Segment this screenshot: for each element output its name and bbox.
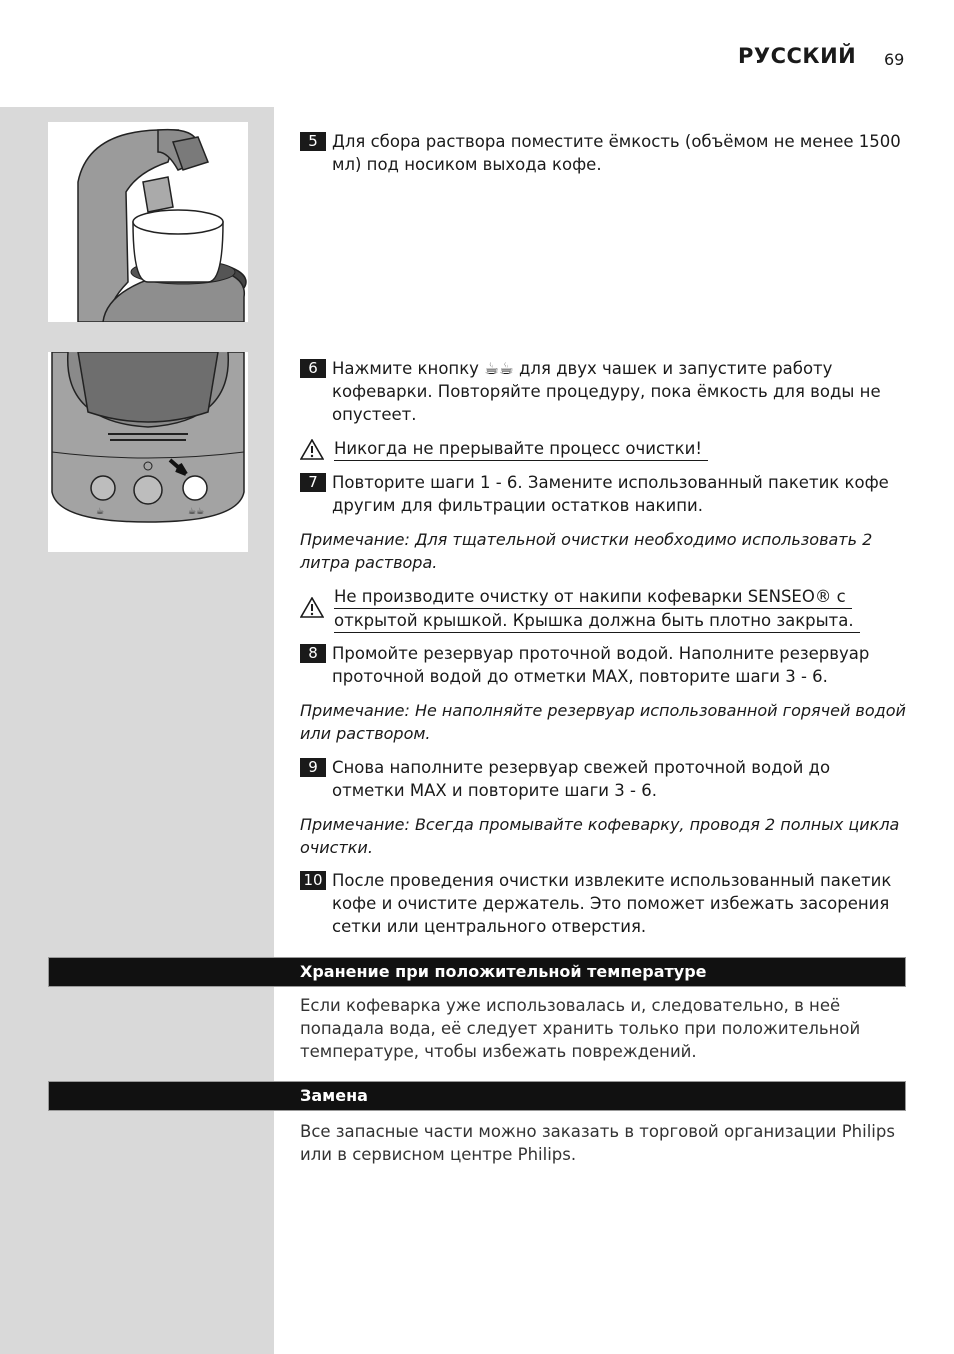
step-number: 10 bbox=[300, 871, 326, 890]
step-text: Нажмите кнопку ☕☕ для двух чашек и запустите работу кофеварки. Повторяйте процедуру, пока ёмкость для воды не опустеет. bbox=[332, 359, 881, 424]
step-number: 8 bbox=[300, 644, 326, 663]
warning-text: Никогда не прерывайте процесс очистки! bbox=[334, 437, 708, 461]
step-number: 9 bbox=[300, 758, 326, 777]
note-solution-amount: Примечание: Для тщательной очистки необходимо использовать 2 литра раствора. bbox=[300, 530, 873, 572]
warning-triangle-icon bbox=[300, 597, 324, 618]
step-number: 5 bbox=[300, 132, 326, 151]
storage-paragraph: Если кофеварка уже использовалась и, следовательно, в неё попадала вода, её следует хранить только при положительной температуре, чтобы избежать повреждений. bbox=[300, 996, 861, 1061]
two-cups-icon: ☕☕ bbox=[484, 359, 514, 378]
step-7 bbox=[300, 471, 906, 517]
note-rinse-cycles: Примечание: Всегда промывайте кофеварку, проводя 2 полных цикла очистки. bbox=[300, 815, 900, 857]
step-9 bbox=[300, 756, 906, 802]
warning-text-line-2: открытой крышкой. Крышка должна быть плотно закрыта. bbox=[334, 609, 860, 633]
step-text: Повторите шаги 1 - 6. Замените использованный пакетик кофе другим для фильтрации остатков накипи. bbox=[332, 473, 889, 515]
figure-machine-with-cup bbox=[48, 122, 248, 322]
svg-text:☕☕: ☕☕ bbox=[188, 507, 205, 517]
step-8 bbox=[300, 642, 906, 688]
step-6 bbox=[300, 357, 906, 426]
note-no-hot-water: Примечание: Не наполняйте резервуар использованной горячей водой или раствором. bbox=[300, 701, 906, 743]
step-number: 6 bbox=[300, 359, 326, 378]
step-text: После проведения очистки извлеките использованный пакетик кофе и очистите держатель. Это поможет избежать засорения сетки или центрального отверстия. bbox=[332, 871, 892, 936]
section-heading-replacement: Замена bbox=[48, 1081, 906, 1111]
page-number: 69 bbox=[884, 50, 905, 69]
svg-text:☕: ☕ bbox=[96, 507, 105, 517]
figure-pointer bbox=[248, 122, 274, 148]
section-heading-storage: Хранение при положительной температуре bbox=[48, 957, 906, 987]
warning-no-interrupt bbox=[300, 437, 906, 461]
step-10 bbox=[300, 869, 906, 938]
warning-text-line-1: Не производите очистку от накипи кофеварки SENSEO® с bbox=[334, 585, 852, 609]
warning-triangle-icon bbox=[300, 439, 324, 460]
step-text: Для сбора раствора поместите ёмкость (объёмом не менее 1500 мл) под носиком выхода кофе. bbox=[332, 132, 901, 174]
language-heading: РУССКИЙ bbox=[738, 44, 857, 68]
figure-control-panel bbox=[48, 352, 248, 552]
replacement-paragraph: Все запасные части можно заказать в торговой организации Philips или в сервисном центре Philips. bbox=[300, 1122, 895, 1164]
step-text: Промойте резервуар проточной водой. Наполните резервуар проточной водой до отметки MAX, повторите шаги 3 - 6. bbox=[332, 644, 870, 686]
figure-pointer bbox=[248, 351, 274, 377]
step-text: Снова наполните резервуар свежей проточной водой до отметки MAX и повторите шаги 3 - 6. bbox=[332, 758, 831, 800]
step-number: 7 bbox=[300, 473, 326, 492]
step-5 bbox=[300, 130, 906, 176]
warning-closed-lid bbox=[300, 585, 906, 633]
